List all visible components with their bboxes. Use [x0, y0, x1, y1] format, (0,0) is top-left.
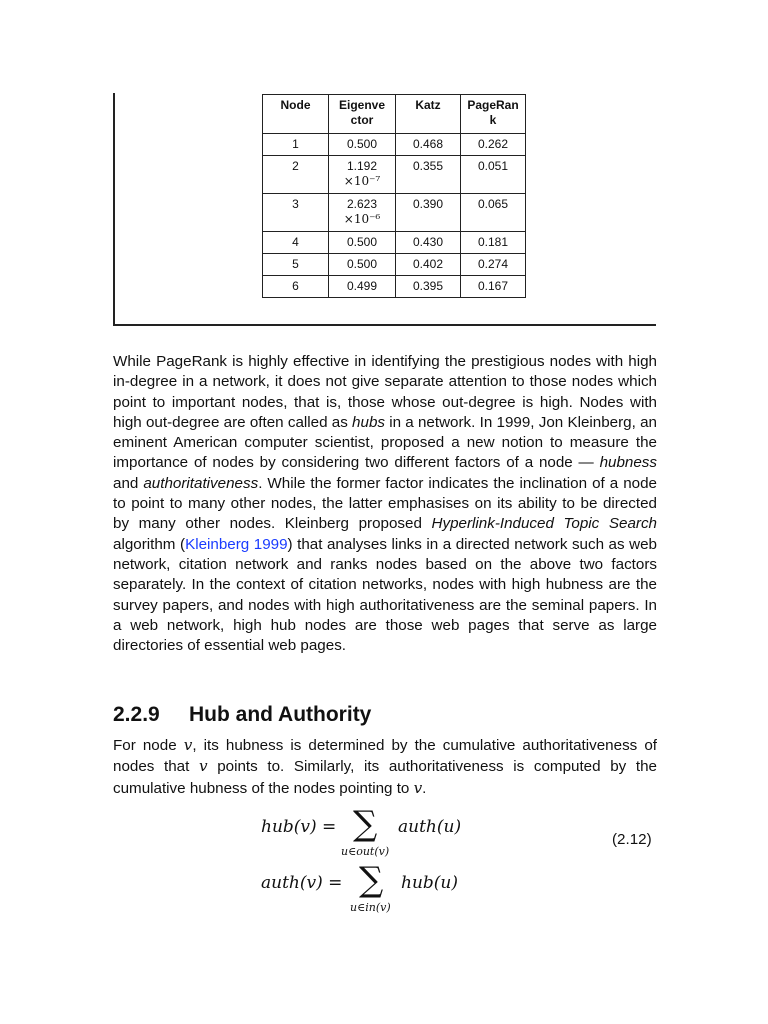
math-var-v: v — [413, 778, 423, 797]
term-authoritativeness: authoritativeness — [143, 474, 259, 492]
cell-node: 6 — [263, 276, 329, 298]
cell-pagerank: 0.065 — [461, 194, 526, 232]
cell-pagerank: 0.262 — [461, 134, 526, 156]
table-row — [263, 276, 526, 298]
cell-katz: 0.395 — [396, 276, 461, 298]
cell-eigenvector: 0.500 — [329, 134, 396, 156]
math-var-v: v — [183, 736, 193, 754]
text-run: and — [113, 474, 144, 492]
eq1-lhs: hub(v) = — [261, 817, 337, 837]
eig-mantissa: 2.623 — [346, 197, 378, 211]
cell-pagerank: 0.181 — [461, 232, 526, 254]
cell-katz: 0.390 — [396, 194, 461, 232]
header-eigenvector: Eigenve ctor — [329, 95, 396, 134]
cell-eigenvector: 0.500 — [329, 254, 396, 276]
eq2-rhs: hub(u) — [401, 873, 458, 893]
term-hits: Hyperlink-Induced Topic Search — [431, 515, 657, 533]
cell-node: 1 — [263, 134, 329, 156]
table-row — [263, 232, 526, 254]
cell-pagerank: 0.167 — [461, 276, 526, 298]
section-number: 2.2.9 — [113, 703, 160, 726]
eig-exponent: ×10⁻⁷ — [343, 174, 381, 188]
term-hubness: hubness — [599, 454, 657, 472]
text-run: . While the former factor indicates the inclination of a node to point to many other nodes, the latter emphasises on its ability to be directed by many other nodes. Kleinberg proposed — [113, 474, 657, 533]
cell-pagerank: 0.051 — [461, 156, 526, 194]
body-paragraph-hub-authority — [113, 735, 657, 799]
eig-exponent: ×10⁻⁶ — [343, 212, 381, 226]
sum-symbol: ∑ — [359, 860, 384, 900]
cell-node: 2 — [263, 156, 329, 194]
cell-katz: 0.402 — [396, 254, 461, 276]
cell-pagerank: 0.274 — [461, 254, 526, 276]
cell-katz: 0.468 — [396, 134, 461, 156]
table-row — [263, 134, 526, 156]
text-run: algorithm ( — [113, 535, 186, 553]
text-run: , its hubness is determined by the cumulative authoritativeness of nodes that — [113, 737, 657, 776]
text-run: ) that analyses links in a directed network such as web network, citation network and ranks nodes based on the above two factors separately. In the context of citation networks, nodes with high hubness are the survey papers, and nodes with high authoritativeness are the seminal papers. In a web network, high hub nodes are those web pages that serve as large directories of essential web pages. — [113, 535, 657, 655]
table-row — [263, 156, 526, 194]
term-hubs: hubs — [352, 413, 385, 431]
centrality-table — [262, 94, 526, 298]
eq2-subscript: u∈in(v) — [350, 901, 391, 914]
header-node: Node — [263, 95, 329, 134]
sum-symbol: ∑ — [353, 804, 378, 844]
eq1-subscript: u∈out(v) — [341, 845, 390, 858]
table-row — [263, 254, 526, 276]
cell-eigenvector: 0.499 — [329, 276, 396, 298]
section-title: Hub and Authority — [189, 703, 372, 726]
cell-node: 4 — [263, 232, 329, 254]
cell-eigenvector — [329, 156, 396, 194]
equation-number: (2.12) — [612, 831, 652, 848]
cell-katz: 0.355 — [396, 156, 461, 194]
text-run: in a network. In 1999, Jon Kleinberg, an eminent American computer scientist, proposed a new notion to measure the importance of nodes by considering two different factors of a node — — [113, 413, 657, 472]
cell-katz: 0.430 — [396, 232, 461, 254]
eq2-lhs: auth(v) = — [261, 873, 343, 893]
section-heading — [113, 703, 371, 727]
cell-eigenvector — [329, 194, 396, 232]
body-paragraph-pagerank — [113, 352, 657, 656]
eq1-rhs: auth(u) — [398, 817, 462, 837]
table-row — [263, 194, 526, 232]
text-run: While PageRank is highly effective in identifying the prestigious nodes with high in-degree in a network, it does not give separate attention to those nodes which point to important nodes, that is, those whose out-degree is high. Nodes with high out-degree are often called as — [113, 353, 657, 431]
text-run: For node — [113, 737, 184, 754]
cell-node: 3 — [263, 194, 329, 232]
text-run: points to. Similarly, its authoritativeness is computed by the cumulative hubness of the nodes pointing to — [113, 758, 657, 797]
math-var-v: v — [198, 757, 208, 776]
header-pagerank: PageRan k — [461, 95, 526, 134]
eig-mantissa: 1.192 — [346, 159, 378, 173]
table-header-row — [263, 95, 526, 134]
citation-link-kleinberg[interactable]: Kleinberg 1999 — [185, 535, 288, 553]
header-katz: Katz — [396, 95, 461, 134]
text-run: . — [422, 779, 427, 797]
cell-eigenvector: 0.500 — [329, 232, 396, 254]
cell-node: 5 — [263, 254, 329, 276]
